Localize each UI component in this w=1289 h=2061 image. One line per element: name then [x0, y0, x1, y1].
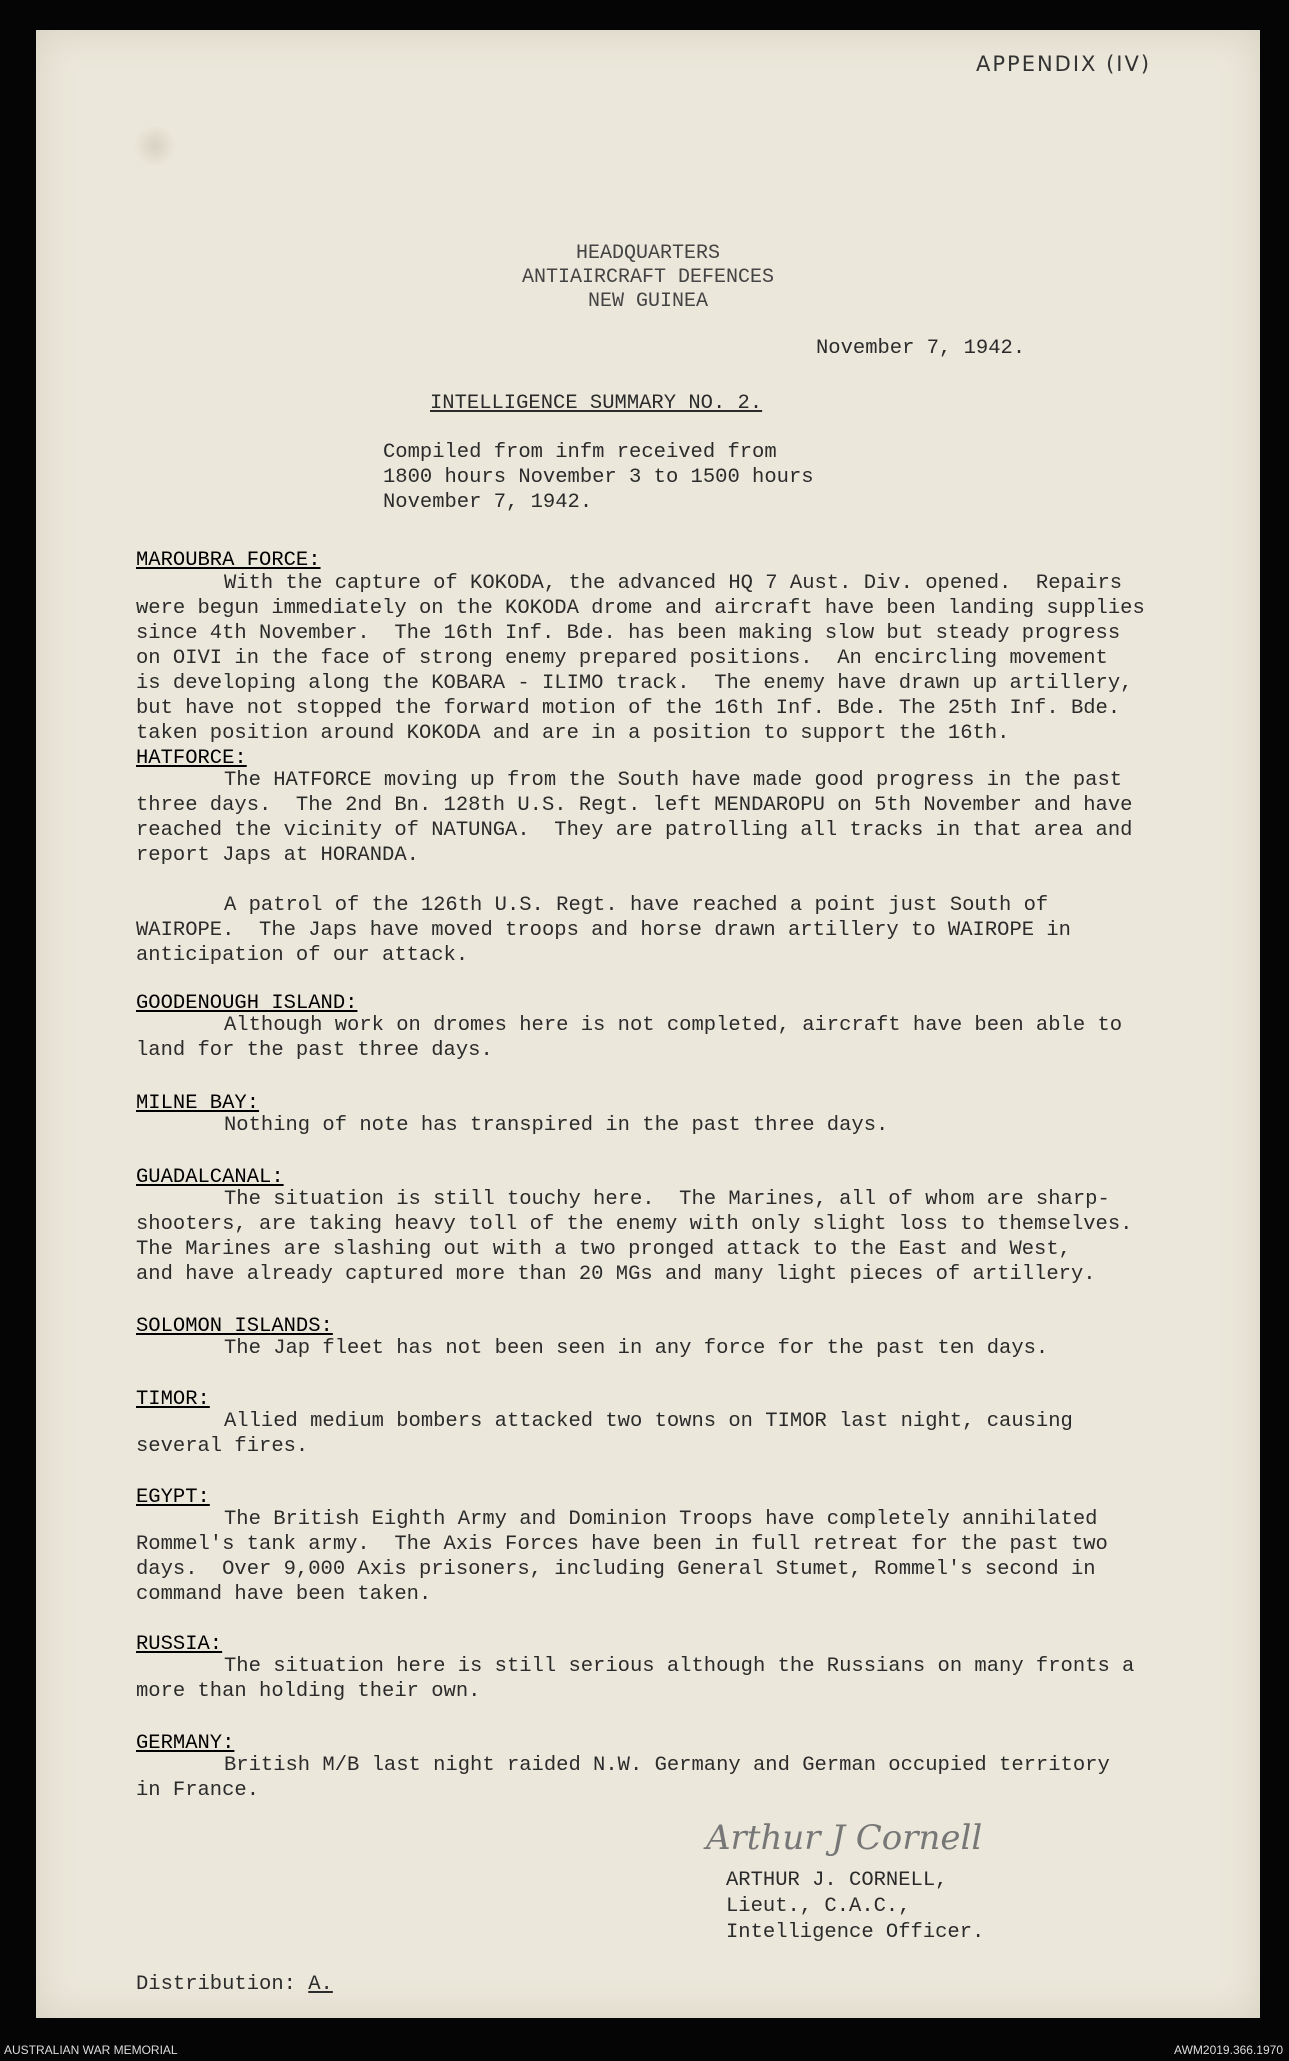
section-heading: EGYPT:	[136, 1486, 210, 1509]
section-heading: MILNE BAY:	[136, 1092, 260, 1115]
para-line: command have been taken.	[136, 1583, 432, 1606]
para-line: reached the vicinity of NATUNGA. They are patrolling all tracks in that area and	[136, 819, 1133, 842]
para-line: The Marines are slashing out with a two pronged attack to the East and West,	[136, 1238, 1071, 1261]
handwritten-signature: Arthur J Cornell	[706, 1818, 983, 1858]
para-line: but have not stopped the forward motion of the 16th Inf. Bde. The 25th Inf. Bde.	[136, 697, 1121, 720]
letterhead-line-3: NEW GUINEA	[587, 290, 709, 313]
signatory-rank: Lieut., C.A.C.,	[726, 1895, 911, 1918]
document-page	[36, 30, 1260, 2018]
para-line: is developing along the KOBARA - ILIMO track. The enemy have drawn up artillery,	[136, 672, 1133, 695]
para-line: were begun immediately on the KOKODA drome and aircraft have been landing supplies	[136, 597, 1145, 620]
signatory-name: ARTHUR J. CORNELL,	[726, 1869, 948, 1892]
compiled-line-3: November 7, 1942.	[383, 491, 593, 514]
para-line: land for the past three days.	[136, 1039, 493, 1062]
compiled-line-2: 1800 hours November 3 to 1500 hours	[383, 466, 814, 489]
para-line: days. Over 9,000 Axis prisoners, including General Stumet, Rommel's second in	[136, 1558, 1096, 1581]
para-line: Allied medium bombers attacked two towns on TIMOR last night, causing	[224, 1410, 1073, 1433]
distribution	[136, 1972, 333, 1997]
section-germany	[136, 1732, 1216, 1803]
para-line: The situation here is still serious although the Russians on many fronts a	[224, 1655, 1135, 1678]
appendix-annotation: APPENDIX (IV)	[976, 52, 1152, 76]
para-line: Although work on dromes here is not completed, aircraft have been able to	[224, 1014, 1123, 1037]
para-line: With the capture of KOKODA, the advanced HQ 7 Aust. Div. opened. Repairs	[224, 572, 1123, 595]
para-line: WAIROPE. The Japs have moved troops and horse drawn artillery to WAIROPE in	[136, 919, 1071, 942]
para-line: shooters, are taking heavy toll of the enemy with only slight loss to themselves.	[136, 1213, 1133, 1236]
section-solomon-islands	[136, 1315, 1216, 1361]
section-timor	[136, 1388, 1216, 1459]
section-heading: RUSSIA:	[136, 1633, 223, 1656]
para-line: Rommel's tank army. The Axis Forces have been in full retreat for the past two	[136, 1533, 1108, 1556]
para-line: anticipation of our attack.	[136, 944, 469, 967]
section-heading: GERMANY:	[136, 1732, 235, 1755]
para-line: more than holding their own.	[136, 1680, 481, 1703]
para-line: three days. The 2nd Bn. 128th U.S. Regt. left MENDAROPU on 5th November and have	[136, 794, 1133, 817]
compiled-line-1: Compiled from infm received from	[383, 441, 777, 464]
document-title: INTELLIGENCE SUMMARY NO. 2.	[430, 392, 763, 415]
distribution-value: A.	[308, 1973, 333, 1996]
section-guadalcanal	[136, 1166, 1216, 1287]
section-heading: GUADALCANAL:	[136, 1166, 284, 1189]
para-line: several fires.	[136, 1435, 309, 1458]
punch-hole-mark	[132, 126, 178, 166]
distribution-label: Distribution:	[136, 1973, 296, 1996]
para-line: The Jap fleet has not been seen in any force for the past ten days.	[224, 1337, 1049, 1360]
section-heading: MAROUBRA FORCE:	[136, 549, 321, 572]
para-line: in France.	[136, 1779, 260, 1802]
para-line: since 4th November. The 16th Inf. Bde. has been making slow but steady progress	[136, 622, 1121, 645]
section-heading: HATFORCE:	[136, 747, 247, 770]
letterhead-line-2: ANTIAIRCRAFT DEFENCES	[521, 266, 775, 289]
para-line: The situation is still touchy here. The Marines, all of whom are sharp-	[224, 1188, 1110, 1211]
para-line: The HATFORCE moving up from the South have made good progress in the past	[224, 769, 1123, 792]
section-heading: TIMOR:	[136, 1388, 210, 1411]
footer-credit: AUSTRALIAN WAR MEMORIAL	[4, 2043, 178, 2057]
section-heading: GOODENOUGH ISLAND:	[136, 992, 358, 1015]
signatory-role: Intelligence Officer.	[726, 1921, 985, 1944]
section-heading: SOLOMON ISLANDS:	[136, 1315, 333, 1338]
section-milne-bay	[136, 1092, 1216, 1138]
section-maroubra-force	[136, 548, 1216, 746]
section-hatforce	[136, 747, 1216, 968]
section-goodenough-island	[136, 992, 1216, 1063]
para-line: and have already captured more than 20 MGs and many light pieces of artillery.	[136, 1263, 1096, 1286]
para-line: report Japs at HORANDA.	[136, 844, 419, 867]
para-line: A patrol of the 126th U.S. Regt. have reached a point just South of	[224, 894, 1049, 917]
section-russia	[136, 1633, 1216, 1704]
footer-accession-number: AWM2019.366.1970	[1174, 2043, 1283, 2057]
para-line: taken position around KOKODA and are in a position to support the 16th.	[136, 722, 1010, 745]
para-line: on OIVI in the face of strong enemy prepared positions. An encircling movement	[136, 647, 1108, 670]
para-line: British M/B last night raided N.W. Germany and German occupied territory	[224, 1754, 1110, 1777]
para-line: The British Eighth Army and Dominion Troops have completely annihilated	[224, 1508, 1098, 1531]
section-egypt	[136, 1486, 1216, 1607]
document-date: November 7, 1942.	[816, 337, 1026, 360]
para-line: Nothing of note has transpired in the past three days.	[224, 1114, 889, 1137]
letterhead-line-1: HEADQUARTERS	[575, 242, 721, 265]
